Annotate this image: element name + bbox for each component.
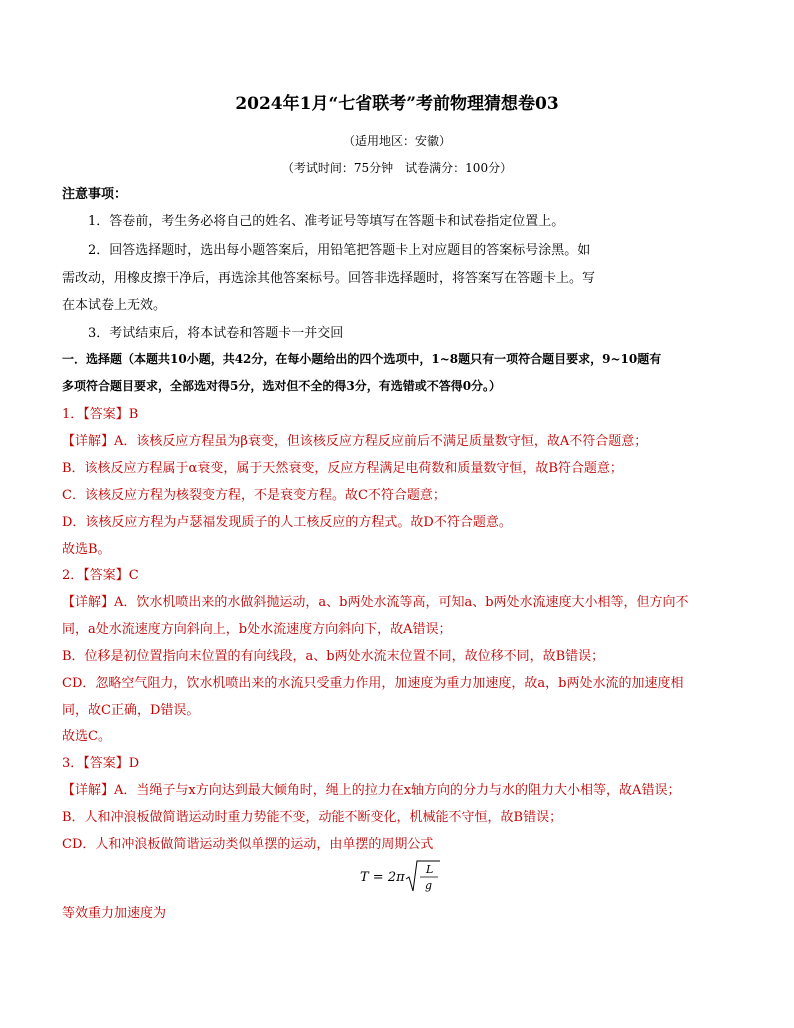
q2-answer: 2．【答案】C [62,568,139,583]
note-2-line-2: 需改动，用橡皮擦干净后，再选涂其他答案标号。回答非选择题时，将答案写在答题卡上。写 [62,271,596,286]
q1-conclusion: 故选B。 [62,542,111,557]
notes-heading: 注意事项： [62,187,128,202]
q2-detail-1: 【详解】A．饮水机喷出来的水做斜抛运动，a、b两处水流等高，可知a、b两处水流速度大小相等，但方向不 [62,595,689,610]
q3-detail-4: 等效重力加速度为 [62,906,167,921]
note-3: 3．考试结束后，将本试卷和答题卡一并交回 [88,326,344,341]
q3-detail-2: B．人和冲浪板做简谐运动时重力势能不变，动能不断变化，机械能不守恒，故B错误； [62,810,563,825]
document-title: 2024年1月“七省联考”考前物理猜想卷03 [235,94,559,114]
q2-detail-2: 同，a处水流速度方向斜向上，b处水流速度方向斜向下，故A错误； [62,622,452,637]
q2-detail-4: CD．忽略空气阻力，饮水机喷出来的水流只受重力作用，加速度为重力加速度，故a，b两处水流的加速度相 [62,676,684,691]
formula-numerator: L [426,863,434,876]
note-1: 1．答卷前，考生务必将自己的姓名、准考证号等填写在答题卡和试卷指定位置上。 [88,214,565,229]
q1-detail-4: D．该核反应方程为卢瑟福发现质子的人工核反应的方程式。故D不符合题意。 [62,515,512,530]
q2-detail-3: B．位移是初位置指向末位置的有向线段，a、b两处水流末位置不同，故位移不同，故B错误； [62,649,605,664]
q2-conclusion: 故选C。 [62,729,111,744]
q1-detail-3: C．该核反应方程为核裂变方程，不是衰变方程。故C不符合题意； [62,488,446,503]
q1-detail-1: 【详解】A．该核反应方程虽为β衰变，但该核反应方程反应前后不满足质量数守恒，故A不符合题意； [62,434,648,449]
note-2-line-1: 2．回答选择题时，选出每小题答案后，用铅笔把答题卡上对应题目的答案标号涂黑。如 [88,243,591,258]
q1-detail-2: B．该核反应方程属于α衰变，属于天然衰变，反应方程满足电荷数和质量数守恒，故B符合题意； [62,461,623,476]
exam-info: （考试时间：75分钟 试卷满分：100分） [281,161,513,175]
q2-detail-5: 同，故C正确，D错误。 [62,703,200,718]
sqrt-sign [406,861,440,891]
period-formula [360,857,450,897]
formula-lhs: T = 2π [360,870,405,885]
q3-detail-1: 【详解】A．当绳子与x方向达到最大倾角时，绳上的拉力在x轴方向的分力与水的阻力大小相等，故A错误； [62,783,681,798]
q3-answer: 3．【答案】D [62,756,140,771]
section-heading-line-2: 多项符合题目要求，全部选对得5分，选对但不全的得3分，有选错或不答得0分。） [62,379,502,393]
q3-detail-3: CD．人和冲浪板做简谐运动类似单摆的运动，由单摆的周期公式 [62,837,434,852]
region-label: （适用地区：安徽） [342,134,451,148]
formula-denominator: g [425,879,433,892]
q1-answer: 1．【答案】B [62,407,139,422]
note-2-line-3: 在本试卷上无效。 [62,298,167,313]
section-heading-line-1: 一．选择题（本题共10小题，共42分，在每小题给出的四个选项中，1~8题只有一项符合题目要求，9~10题有 [62,352,662,366]
